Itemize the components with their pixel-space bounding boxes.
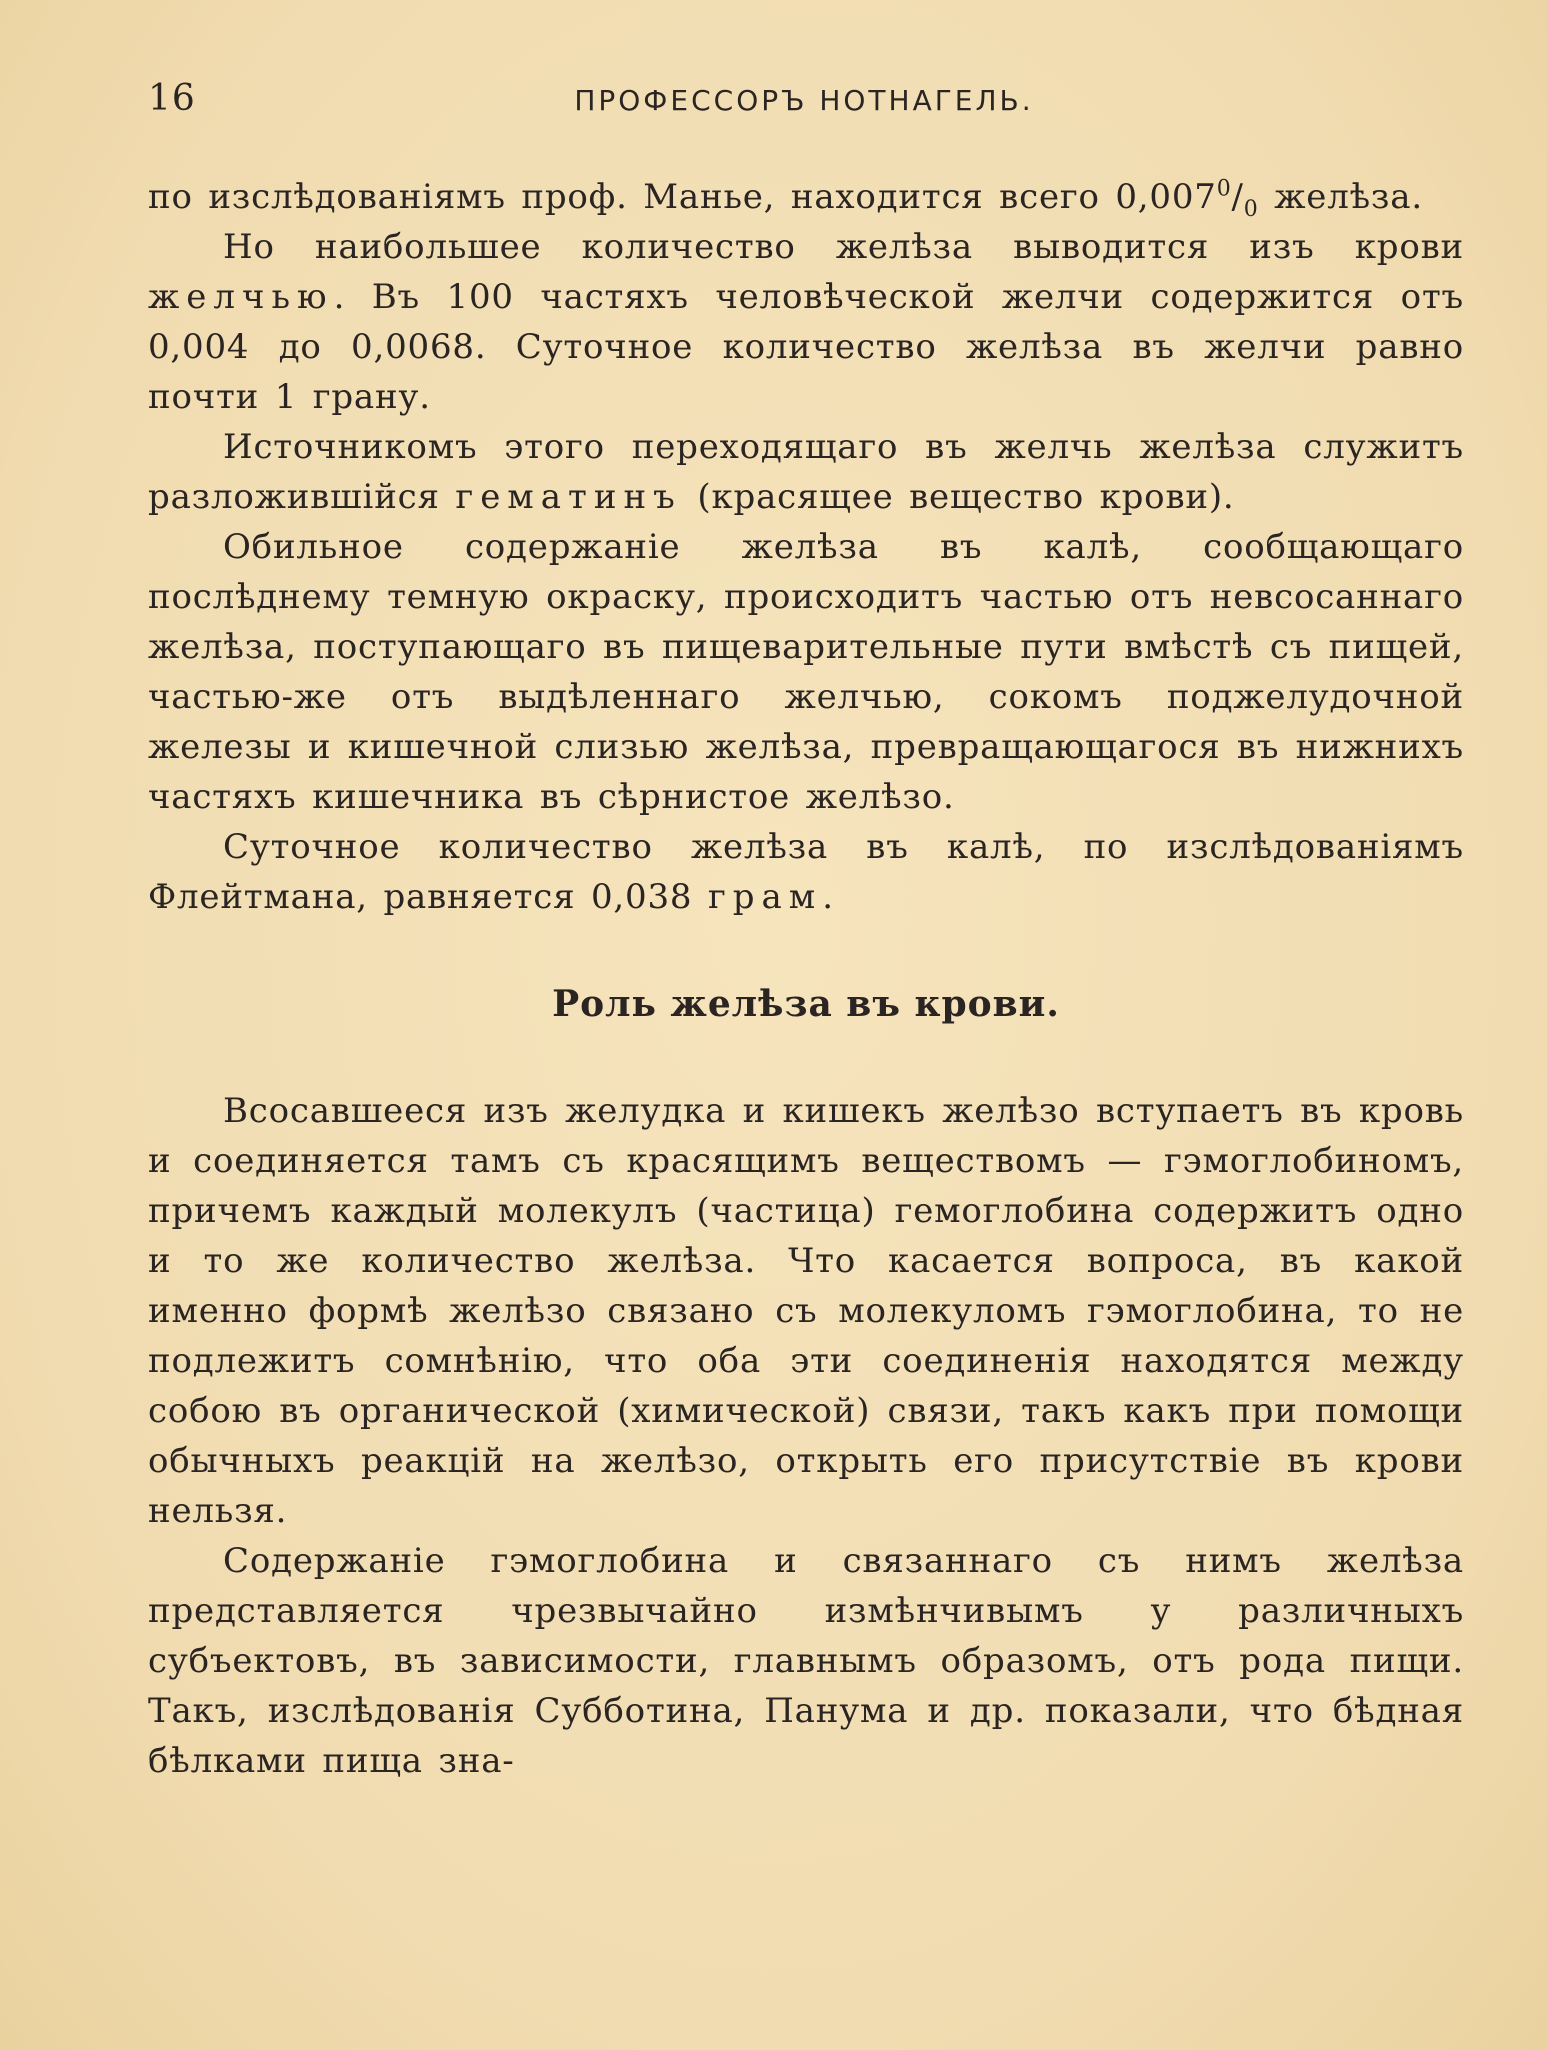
section-heading: Роль желѣза въ крови. <box>552 983 1060 1025</box>
superscript: 0 <box>1216 176 1232 202</box>
paragraph-continuation <box>148 172 1464 222</box>
paragraph-text: . <box>822 877 834 917</box>
subscript: 0 <box>1243 196 1259 222</box>
paragraph-text: по изслѣдованіямъ проф. Манье, находится всего 0,007 <box>148 177 1217 217</box>
paragraph-daily-amount <box>148 822 1464 922</box>
paragraph-text: Источникомъ этого переходящаго въ желчь желѣза служитъ разложившійся <box>148 427 1464 517</box>
percent-slash: / <box>1231 177 1244 217</box>
paragraph-text: Но наибольшее количество желѣза выводится изъ крови <box>223 227 1464 267</box>
running-header <box>148 78 1460 128</box>
emphasized-word: гематинъ <box>455 477 682 517</box>
running-title: ПРОФЕССОРЪ НОТНАГЕЛЬ. <box>574 84 1034 117</box>
paragraph-text: . Въ 100 частяхъ человѣческой желчи содержится отъ 0,004 до 0,0068. Суточное количество желѣза въ желчи равно почти 1 грану. <box>148 277 1464 417</box>
emphasized-word: желчью <box>148 277 334 317</box>
body-text <box>148 172 1464 1786</box>
paragraph-text: желѣза. <box>1258 177 1423 217</box>
paragraph-absorption: Всосавшееся изъ желудка и кишекъ желѣзо вступаетъ въ кровь и соединяется тамъ съ красящимъ веществомъ — гэмоглобиномъ, причемъ каждый молекулъ (частица) гемоглобина содержитъ одно и то же количество желѣза. Что касается вопроса, въ какой именно формѣ желѣзо связано съ молекуломъ гэмоглобина, то не подлежитъ сомнѣнію, что оба эти соединенія находятся между собою въ органической (химической) связи, такъ какъ при помощи обычныхъ реакцій на желѣзо, открыть его присутствіе въ крови нельзя. <box>148 1091 1464 1531</box>
paragraph-text: (красящее вещество крови). <box>681 477 1235 517</box>
paragraph-source <box>148 422 1464 522</box>
emphasized-word: грам <box>707 877 823 917</box>
paragraph-bile <box>148 222 1464 422</box>
page-number: 16 <box>148 78 196 119</box>
paragraph-hemoglobin-content: Содержаніе гэмоглобина и связаннаго съ нимъ желѣза представляется чрезвычайно измѣнчивымъ у различныхъ субъектовъ, въ зависимости, главнымъ образомъ, отъ рода пищи. Такъ, изслѣдованія Субботина, Панума и др. показали, что бѣдная бѣлками пища зна- <box>148 1541 1464 1781</box>
paragraph-text: Суточное количество желѣза въ калѣ, по изслѣдованіямъ Флейтмана, равняется 0,038 <box>148 827 1464 917</box>
paragraph-feces-iron: Обильное содержаніе желѣза въ калѣ, сообщающаго послѣднему темную окраску, происходитъ частью отъ невсосаннаго желѣза, поступающаго въ пищеварительные пути вмѣстѣ съ пищей, частью-же отъ выдѣленнаго желчью, сокомъ поджелудочной железы и кишечной слизью желѣза, превращающагося въ нижнихъ частяхъ кишечника въ сѣрнистое желѣзо. <box>148 527 1464 817</box>
